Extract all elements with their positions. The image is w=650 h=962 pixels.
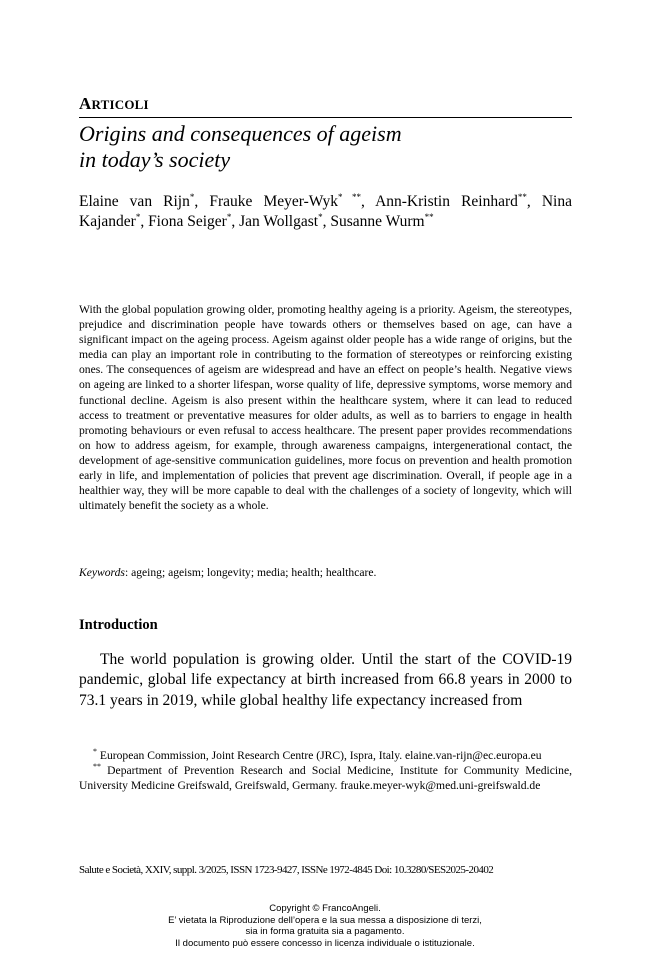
section-rule xyxy=(79,117,572,118)
author-affiliation-mark: * xyxy=(189,191,195,202)
author-affiliation-mark: * xyxy=(318,211,323,222)
author-affiliation-mark: * xyxy=(135,211,141,222)
footnote-text: European Commission, Joint Research Centre (JRC), Ispra, Italy. elaine.van-rijn@ec.europa.eu xyxy=(97,749,542,762)
copyright-line: sia in forma gratuita sia a pagamento. xyxy=(245,926,405,937)
author-name: Susanne Wurm xyxy=(330,213,425,230)
footnote xyxy=(79,761,572,794)
copyright-notice xyxy=(0,903,650,949)
introduction-heading: Introduction xyxy=(79,617,158,633)
keywords xyxy=(79,565,572,580)
journal-citation: Salute e Società, XXIV, suppl. 3/2025, ISSN 1723-9427, ISSNe 1972-4845 Doi: 10.3280/SES2025-20402 xyxy=(79,864,494,876)
introduction-paragraph: The world population is growing older. Until the start of the COVID-19 pandemic, global life expectancy at birth increased from 66.8 years in 2000 to 73.1 years in 2019, while global healthy life expectancy increased from xyxy=(79,651,572,709)
author-name: Ann-Kristin Reinhard xyxy=(375,193,518,210)
copyright-line: Copyright © FrancoAngeli. xyxy=(269,903,381,914)
author-affiliation-mark: * xyxy=(226,211,232,222)
section-label xyxy=(79,94,149,114)
author-list: Elaine van Rijn*, Frauke Meyer-Wyk* **, Ann-Kristin Reinhard**, Nina Kajander*, Fiona Seiger*, Jan Wollgast*, Susanne Wurm** xyxy=(79,191,572,230)
author-name: Nina Kajander xyxy=(79,193,572,230)
footnotes xyxy=(79,749,572,793)
author-name: Frauke Meyer-Wyk xyxy=(209,193,338,210)
author-name: Fiona Seiger xyxy=(148,213,227,230)
footnote-mark: ** xyxy=(93,761,101,771)
author-name: Jan Wollgast xyxy=(239,213,319,230)
article-title-line-1: Origins and consequences of ageism xyxy=(79,121,402,146)
abstract: With the global population growing older, promoting healthy ageing is a priority. Ageism, the stereotypes, prejudice and discrimination people have towards others or themselves based on age, can have a significant impact on the ageing process. Ageism against older people has a wide range of origins, but the media can play an important role in contributing to the formation of stereotypes or reinforcing existing ones. The consequences of ageism are widespread and have an effect on people’s health. Negative views on ageing are linked to a shorter lifespan, worse quality of life, depressive symptoms, worse memory and functional decline. Ageism is also present within the healthcare system, where it can lead to reduced access to treatment or preventative measures for older adults, as well as to barriers to engage in health promoting behaviours or even refusal to access healthcare. The present paper provides recommendations on how to address ageism, for example, through awareness campaigns, intergenerational contact, the development of age-sensitive communication guidelines, more focus on prevention and health promotion early in life, and implementation of policies that prevent age discrimination. Overall, if people age in a healthier way, they will be more capable to deal with the challenges of a society of longevity, which will ultimately benefit the society as a whole. xyxy=(79,303,572,513)
author-affiliation-mark: * ** xyxy=(337,191,361,202)
author-name: Elaine van Rijn xyxy=(79,193,190,210)
section-label-rest: RTICOLI xyxy=(91,97,149,112)
copyright-line: E’ vietata la Riproduzione dell’opera e la sua messa a disposizione di terzi, xyxy=(168,914,482,926)
keywords-label: Keywords xyxy=(79,566,125,579)
author-affiliation-mark: ** xyxy=(517,191,527,202)
article-title xyxy=(79,121,572,173)
footnote xyxy=(79,749,572,764)
author-affiliation-mark: ** xyxy=(424,211,434,222)
keywords-text: : ageing; ageism; longevity; media; health; healthcare. xyxy=(124,566,377,579)
section-label-initial: A xyxy=(79,94,92,113)
copyright-line: Il documento può essere concesso in licenza individuale o istituzionale. xyxy=(175,937,475,949)
footnote-mark: * xyxy=(93,747,97,757)
article-title-line-2: in today’s society xyxy=(79,147,231,172)
footnote-text: Department of Prevention Research and Social Medicine, Institute for Community Medicine, University Medicine Greifswald, Greifswald, Germany. frauke.meyer-wyk@med.uni-greifswald.de xyxy=(79,763,572,792)
